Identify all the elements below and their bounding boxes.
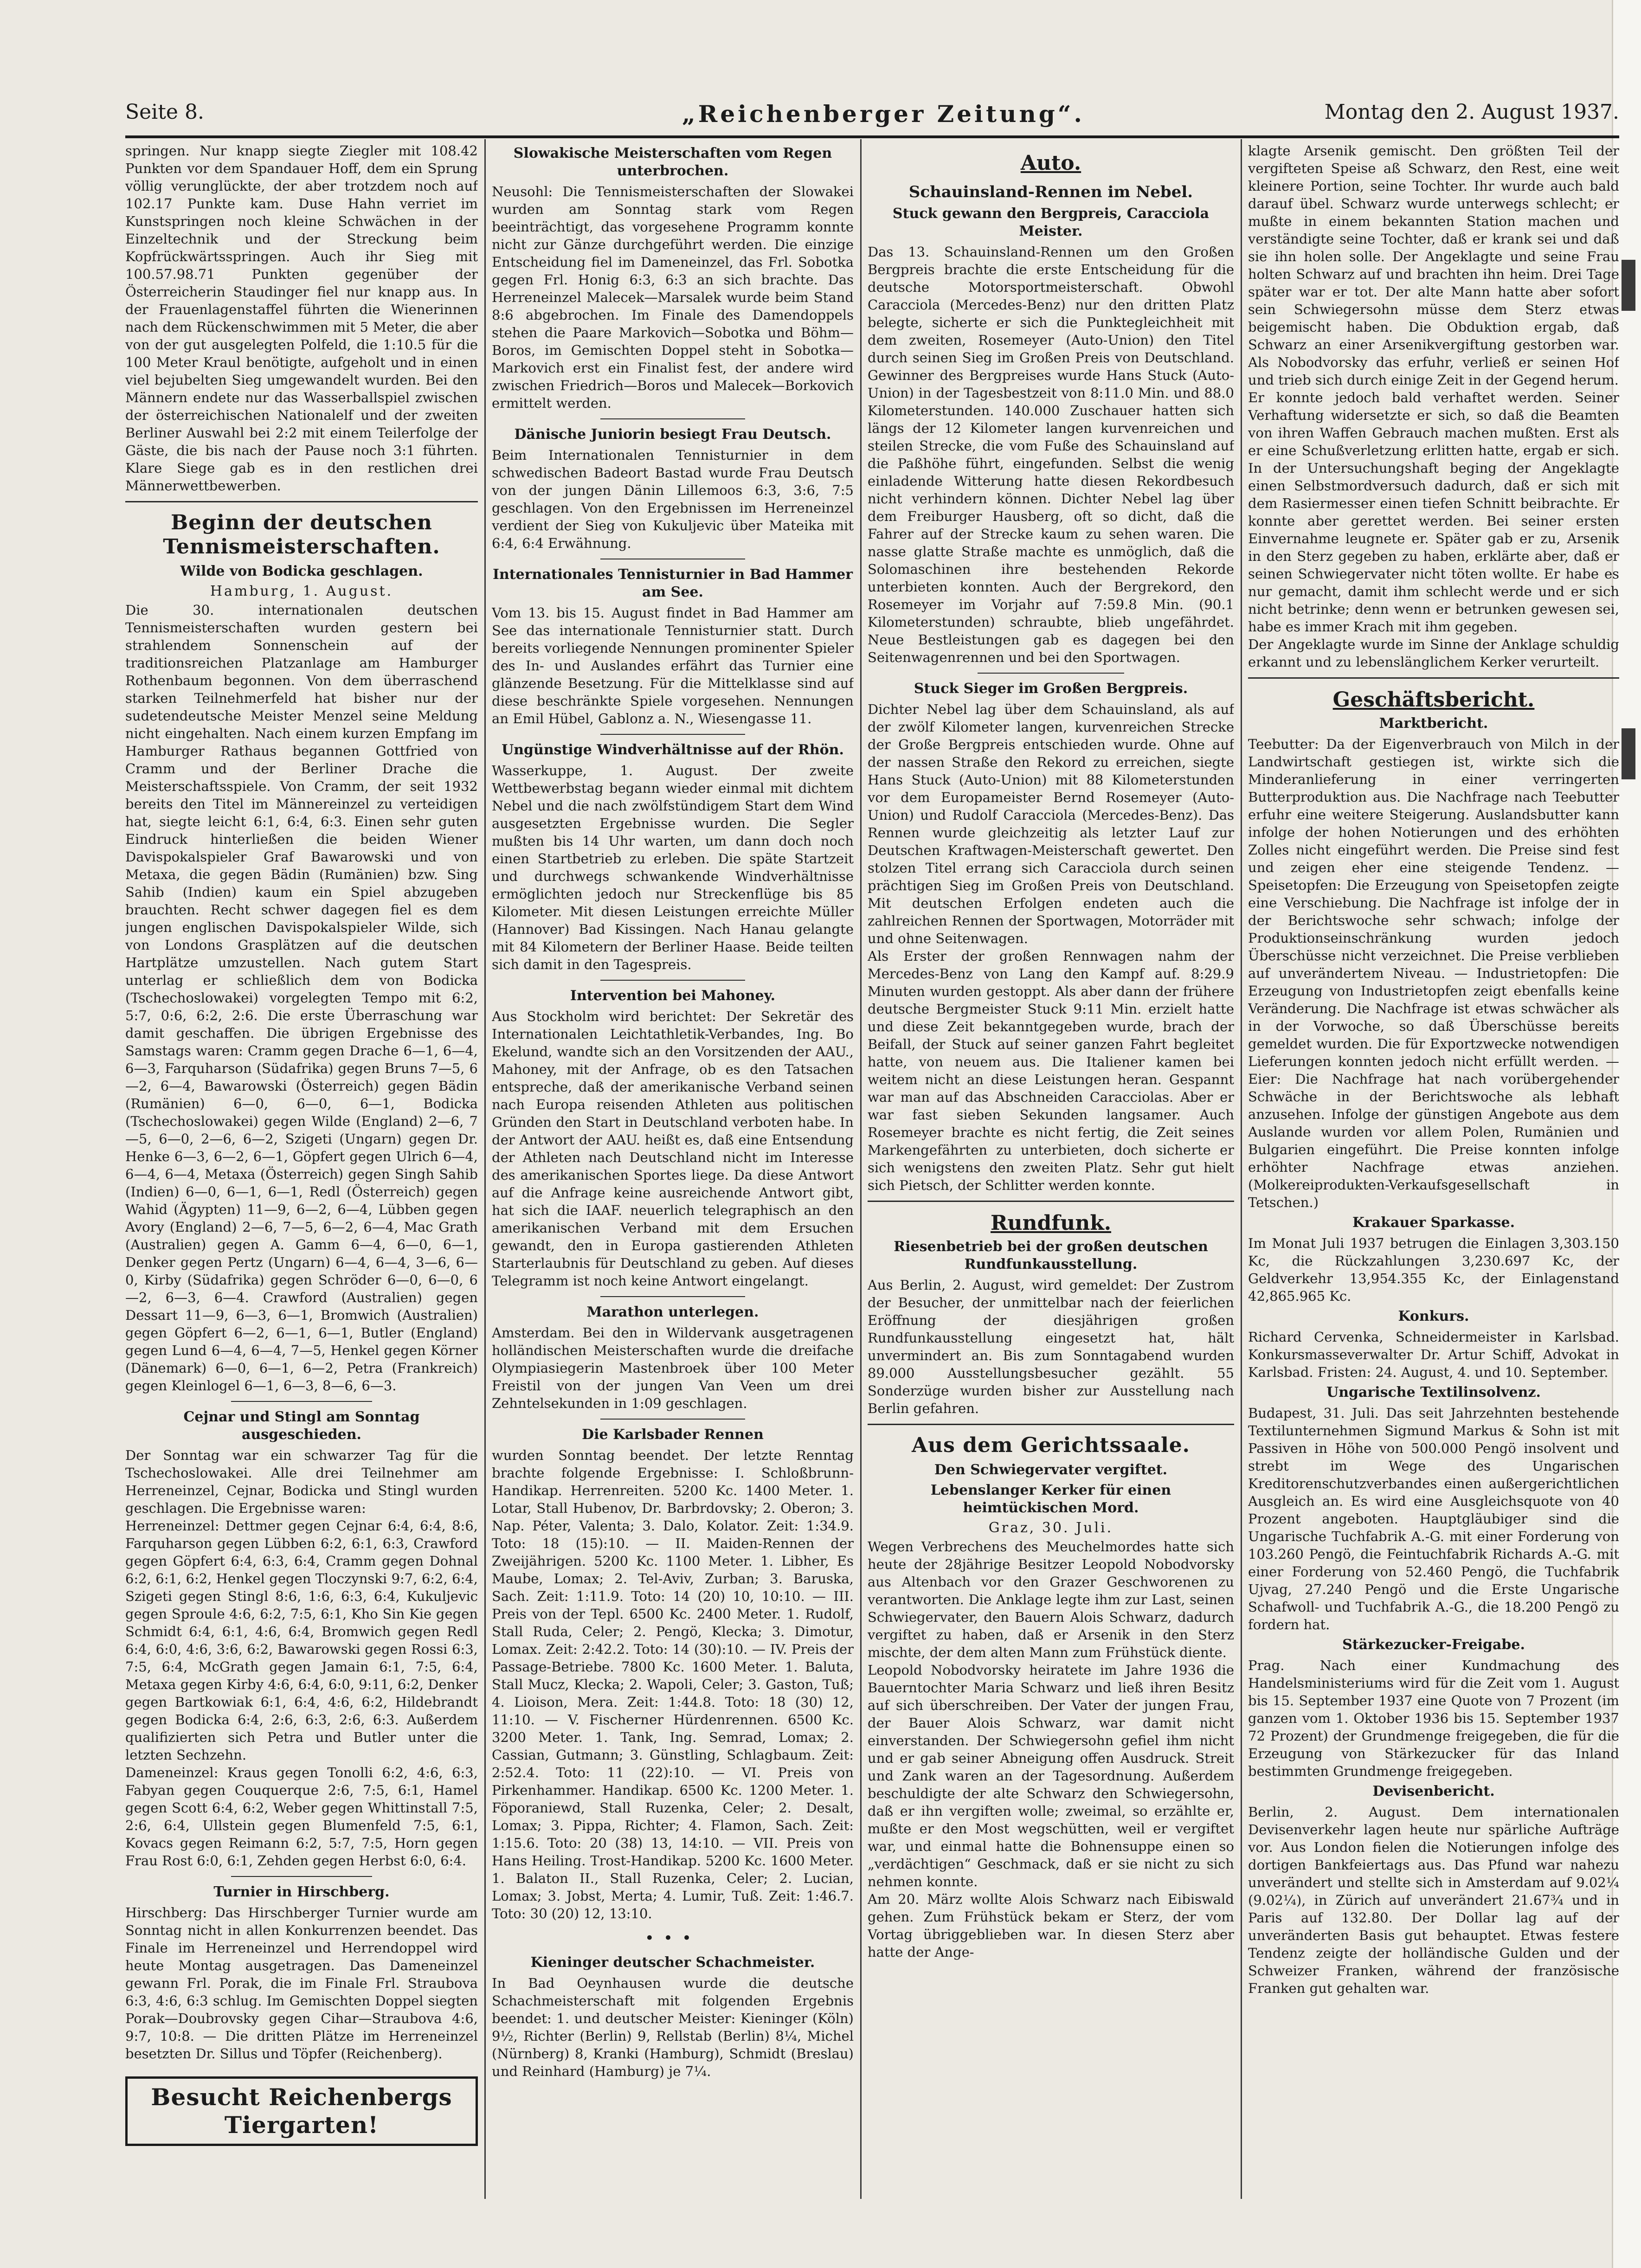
devisen-article-text: Berlin, 2. August. Dem internationalen Devisenverkehr lagen heute nur spärliche Aufträge vor. Aus London fielen die Notierungen infolge des dortigen Bankfeiertags aus. Das Pfund war nahezu unverändert und stellte sich in Amsterdam auf 9.02¼ (9.02¼), in Zürich auf unverändert 21.67¾ und in Paris auf 132.80. Der Dollar lag auf der unveränderten Basis gut behauptet. Etwas festere Tendenz zeigte der holländische Gulden und der Schweizer Franken, während der französische Franken gut gehalten war. (1248, 1804, 1619, 1996)
header-rule (125, 135, 1619, 138)
marathon-article-text: Amsterdam. Bei den in Wildervank ausgetragenen holländischen Meisterschaften wurde die dreifache Olympiasiegerin Mastenbroek über 100 Meter Freistil von der jungen Van Veen um drei Zehntelsekunden in 1:09 geschlagen. (492, 1325, 854, 1411)
short-rule (600, 1296, 745, 1297)
section-rule (868, 1201, 1234, 1202)
rundfunk-section-heading: Rundfunk. (990, 1211, 1112, 1235)
tennis-article-text: Die 30. internationalen deutschen Tennismeisterschaften wurden gestern bei strahlendem Sonnenschein auf der traditionsreichen Platzanlage am Hamburger Rothenbaum begonnen. Von dem überraschend starken Teilnehmerfeld hat bisher nur der sudetendeutsche Meister Menzel seine Meldung nicht eingehalten. Nach einem kurzen Empfang im Hamburger Rathaus begannen Gottfried von Cramm und der Berliner Drache die Meisterschaftsspiele. Von Cramm, der seit 1932 bereits den Titel im Männereinzel zu verteidigen hat, siegte leicht 6:1, 6:4, 6:3. Einen sehr guten Eindruck hinterließen die beiden Wiener Davispokalspieler Graf Bawarowski und von Metaxa, die gegen Bädin (Rumänien) bzw. Sing Sahib (Indien) kaum ein Spiel abzugeben brauchten. Recht schwer dagegen fiel es dem jungen englischen Davispokalspieler Wilde, sich von Londons Grasplätzen auf die deutschen Hartplätze umzustellen. Nach gutem Start unterlag er schließlich dem von Bodicka (Tschechoslowakei) vorgelegten Tempo mit 6:2, 5:7, 0:6, 6:2, 2:6. Die erste Überraschung war damit geschaffen. Die übrigen Ergebnisse des Samstags waren: Cramm gegen Drache 6—1, 6—4, 6—3, Farquharson (Südafrika) gegen Bruns 7—5, 6—2, 6—4, Bawarowski (Österreich) gegen Bädin (Rumänien) 6—0, 6—0, 6—1, Bodicka (Tschechoslowakei) gegen Wilde (England) 2—6, 7—5, 6—0, 2—6, 6—2, Szigeti (Ungarn) gegen Dr. Henke 6—3, 6—2, 6—1, Göpfert gegen Ulrich 6—4, 6—4, 6—4, Metaxa (Österreich) gegen Singh Sahib (Indien) 6—0, 6—1, 6—1, Redl (Österreich) gegen Wahid (Ägypten) 11—9, 6—2, 6—4, Lübben gegen Avory (England) 2—6, 7—5, 6—2, 6—4, Mac Grath (Australien) gegen A. Gamm 6—4, 6—0, 6—1, Denker gegen Pertz (Ungarn) 6—4, 6—4, 3—6, 6—0, Kirby (Südafrika) gegen Schröder 6—0, 6—0, 6—2, 6—3, 6—4. Crawford (Australien) gegen Dessart 11—9, 6—3, 6—1, Bromwich (Australien) gegen Göpfert 6—2, 6—1, 6—1, Butler (England) gegen Lund 6—4, 6—4, 7—5, Henkel gegen Körner (Dänemark) 6—0, 6—1, 6—2, Petra (Frankreich) gegen Kleinlogel 6—1, 6—3, 8—6, 6—3. (125, 602, 478, 1394)
court-subheadline-2: Lebenslanger Kerker für einen heimtückischen Mord. (930, 1482, 1171, 1516)
chess-article-text: In Bad Oeynhausen wurde die deutsche Schachmeisterschaft mit folgenden Ergebnis beendet: 1. und deutscher Meister: Kieninger (Köln) 9½, Richter (Berlin) 9, Rellstab (Berlin) 8¼, Michel (Nürnberg) 8, Kranki (Hamburg), Schmidt (Breslau) und Reinhard (Hamburg) je 7¼. (492, 1975, 854, 2079)
bad-hammer-headline: Internationales Tennisturnier in Bad Hammer am See. (492, 566, 853, 600)
rhoen-article-text: Wasserkuppe, 1. August. Der zweite Wettbewerbstag begann wieder einmal mit dichtem Nebel und die nach zwölfstündigem Start dem Wind ausgesetzten Ergebnisse wurden. Die Segler mußten bis 14 Uhr warten, um dann doch noch einen Startbetrieb zu erleben. Die späte Startzeit und durchwegs schwankende Windverhältnisse ermöglichten jedoch nur Streckenflüge bis 85 Kilometer. Mit diesen Leistungen erreichte Müller (Hannover) Bad Kissingen. Nach Hanau gelangte mit 84 Kilometern der Berliner Haase. Beide teilten sich damit in den Tagespreis. (492, 763, 854, 972)
hirschberg-article-text: Hirschberg: Das Hirschberger Turnier wurde am Sonntag nicht in allen Konkurrenzen beendet. Das Finale im Herreneinzel und Herrendoppel wird heute Montag ausgetragen. Das Dameneinzel gewann Frl. Porak, die im Finale Frl. Straubova 6:3, 4:6, 6:3 schlug. Im Gemischten Doppel siegten Porak—Doubrovsky gegen Cihar—Straubova 4:6, 9:7, 10:8. — Die dritten Plätze im Herreneinzel besetzten Dr. Sillus und Töpfer (Reichenberg). (125, 1905, 478, 2062)
column-divider (860, 139, 862, 2199)
page-header (125, 100, 1619, 133)
rundfunk-article-text: Aus Berlin, 2. August, wird gemeldet: Der Zustrom der Besucher, der unmittelbar nach der feierlichen Eröffnung der diesjährigen großen Rundfunkausstellung eingesetzt hat, hält unvermindert an. Bis zum Sonntagabend wurden 89.000 Ausstellungsbesucher gezählt. 55 Sonderzüge wurden bisher zur Ausstellung nach Berlin gefahren. (868, 1277, 1234, 1416)
court-dateline: Graz, 30. Juli. (988, 1520, 1113, 1536)
tennis-subheadline: Wilde von Bodicka geschlagen. (180, 563, 423, 579)
auto-section-heading: Auto. (1020, 151, 1081, 175)
business-section-heading: Geschäftsbericht. (1332, 688, 1535, 712)
schauinsland-article-text: Das 13. Schauinsland-Rennen um den Großen Bergpreis brachte die erste Entscheidung für die deutsche Motorsportmeisterschaft. Obwohl Caracciola (Mercedes-Benz) nur den dritten Platz belegte, sicherte er sich die Punktegleichheit mit dem zweiten, Rosemeyer (Auto-Union) den Titel durch seinen Sieg im Großen Preis von Deutschland. Gewinner des Bergpreises wurde Hans Stuck (Auto-Union) in der Tagesbestzeit von 8:11.0 Min. und 88.0 Kilometerstunden. 140.000 Zuschauer hatten sich längs der 12 Kilometer langen kurvenreichen und steilen Strecke, die vom Fuße des Schauinsland auf die Paßhöhe führt, eingefunden. Selbst die wenig einladende Witterung hatte diesen Rekordbesuch nicht verhindern können. Dichter Nebel lag über dem Freiburger Hausberg, oft so dicht, daß die Fahrer auf der Strecke kaum zu sehen waren. Die nasse glatte Straße machte es unmöglich, daß die Solomaschinen ihre bestehenden Rekorde unterbieten konnten. Auch der Bergrekord, den Rosemeyer im Vorjahr auf 7:59.8 Min. (90.1 Kilometerstunden) schraubte, blieb ungefährdet. Neue Bestleistungen gab es dagegen bei den Seitenwagenrennen und bei den Sportwagen. (868, 244, 1234, 665)
column-1 (125, 142, 478, 2202)
danish-article-text: Beim Internationalen Tennisturnier in dem schwedischen Badeort Bastad wurde Frau Deutsch von der jungen Dänin Lillemoos 6:3, 3:6, 7:5 geschlagen. Von den Ergebnissen im Herreneinzel verdient der Sieg von Kukuljevic über Mateika mit 6:4, 6:4 Erwähnung. (492, 447, 854, 551)
column-divider (1241, 139, 1242, 2199)
bad-hammer-article-text: Vom 13. bis 15. August findet in Bad Hammer am See das internationale Tennisturnier statt. Durch bereits vorliegende Nennungen prominenter Spieler des In- und Auslandes erfährt das Turnier eine glänzende Besetzung. Für die Mittelklasse sind auf diese beschränkte Spiele vorgesehen. Nennungen an Emil Hübel, Gablonz a. N., Wiesengasse 11. (492, 605, 854, 726)
short-rule (231, 1401, 372, 1402)
short-rule (978, 673, 1124, 674)
cejnar-headline: Cejnar und Stingl am Sonntag ausgeschieden. (183, 1409, 420, 1443)
schauinsland-headline: Schauinsland-Rennen im Nebel. (908, 183, 1193, 201)
marathon-headline: Marathon unterlegen. (586, 1304, 759, 1320)
short-rule (600, 734, 745, 735)
karlsbad-headline: Die Karlsbader Rennen (582, 1426, 764, 1443)
starch-headline: Stärkezucker-Freigabe. (1342, 1637, 1525, 1653)
slovak-article-text: Neusohl: Die Tennismeisterschaften der Slowakei wurden am Sonntag stark vom Regen beeinträchtigt, das vorgesehene Programm konnte nicht zur Gänze durchgeführt werden. Die einzige Entscheidung fiel im Dameneinzel, das Frl. Sobotka gegen Frl. Honig 6:3, 6:3 an sich brachte. Das Herreneinzel Malecek—Marsalek wurde beim Stand 8:6 abgebrochen. Im Finale des Damendoppels stehen die Paare Markovich—Sobotka und Böhm—Boros, im Gemischten Doppel steht in Sobotka—Markovich erst ein Finalist fest, der andere wird zwischen Friedrich—Boros und Malecek—Borkovich ermittelt werden. (492, 184, 854, 411)
page-number: Seite 8. (125, 100, 204, 124)
margin-mark (1622, 728, 1635, 779)
hungarian-article-text: Budapest, 31. Juli. Das seit Jahrzehnten bestehende Textilunternehmen Sigmund Markus & Sohn ist mit Passiven in Höhe von 500.000 Pengö insolvent und strebt im Wege des Ungarischen Kreditorenschutzverbandes einen außergerichtlichen Ausgleich an. Es wird eine Ausgleichsquote von 40 Prozent angeboten. Hauptgläubiger sind die Ungarische Tuchfabrik A.-G. mit einer Forderung von 103.260 Pengö, die Feintuchfabrik Richards A.-G. mit einer Forderung von 52.460 Pengö, die Tuchfabrik Ujvag, 27.240 Pengö und die Erste Ungarische Schafwoll- und Tuchfabrik A.-G., die 18.200 Pengö zu fordern hat. (1248, 1405, 1619, 1632)
column-divider (484, 139, 486, 2199)
short-rule (231, 1876, 372, 1877)
sparkasse-headline: Krakauer Sparkasse. (1352, 1214, 1515, 1231)
column-3 (868, 142, 1234, 2202)
issue-date: Montag den 2. August 1937. (1324, 100, 1619, 124)
market-headline: Marktbericht. (1379, 715, 1488, 732)
rhoen-headline: Ungünstige Windverhältnisse auf der Rhön. (502, 742, 844, 758)
section-rule (868, 1424, 1234, 1425)
sparkasse-article-text: Im Monat Juli 1937 betrugen die Einlagen 3,303.150 Kc, die Rückzahlungen 3,230.697 Kc, der Geldverkehr 13,954.355 Kc, der Einlagenstand 42,865.965 Kc. (1248, 1235, 1619, 1304)
column-2 (492, 142, 854, 2202)
margin-mark (1622, 260, 1635, 311)
court-section-heading: Aus dem Gerichtssaale. (911, 1433, 1190, 1457)
karlsbad-article-text: wurden Sonntag beendet. Der letzte Renntag brachte folgende Ergebnisse: I. Schloßbrunn-Handikap. Herrenreiten. 5200 Kc. 1400 Meter. 1. Lotar, Stall Hubenov, Dr. Barbrdovsky; 2. Oberon; 3. Nap. Péter, Valenta; 3. Dalo, Kolator. Zeit: 1:34.9. Toto: 18 (15):10. — II. Maiden-Rennen der Zweijährigen. 5200 Kc. 1100 Meter. 1. Libher, Es Maube, Lomax; 2. Tel-Aviv, Zurban; 3. Baruska, Sach. Zeit: 1:11.9. Toto: 14 (20) 10, 10:10. — III. Preis von der Tepl. 6500 Kc. 2400 Meter. 1. Rudolf, Stall Ruda, Celer; 2. Pengö, Klecka; 3. Dimotur, Lomax. Zeit: 2:42.2. Toto: 14 (30):10. — IV. Preis der Passage-Betriebe. 7800 Kc. 1600 Meter. 1. Baluta, Stall Mucz, Klecka; 2. Wapoli, Celer; 3. Gaston, Tuß; 4. Lioison, Mera. Zeit: 1:44.8. Toto: 18 (30) 12, 11:10. — V. Fischerner Hürdenrennen. 6500 Kc. 3200 Meter. 1. Tank, Ing. Semrad, Lomax; 2. Cassian, Gutmann; 3. Günstling, Schlagbaum. Zeit: 2:52.4. Toto: 11 (22):10. — VI. Preis von Pirkenhammer. Handikap. 6500 Kc. 1200 Meter. 1. Föporaniewd, Stall Ruzenka, Celer; 2. Desalt, Lomax; 3. Pippa, Richter; 4. Flamon, Sach. Zeit: 1:15.6. Toto: 20 (38) 13, 14:10. — VII. Preis von Hans Heiling. Trost-Handikap. 5200 Kc. 1600 Meter. 1. Balaton II., Stall Ruzenka, Celer; 2. Lucian, Lomax; 3. Jobst, Merta; 4. Lumir, Tuß. Zeit: 1:46.7. Toto: 30 (20) 12, 13:10. (492, 1447, 854, 1921)
column-4 (1248, 142, 1619, 2202)
rundfunk-subheadline: Riesenbetrieb bei der großen deutschen Rundfunkausstellung. (894, 1239, 1208, 1272)
tennis-dateline: Hamburg, 1. August. (210, 583, 393, 599)
short-rule (600, 980, 745, 981)
short-rule (600, 1419, 745, 1420)
cejnar-article-text: Der Sonntag war ein schwarzer Tag für die Tschechoslowakei. Alle drei Teilnehmer am Herreneinzel, Cejnar, Bodicka und Stingl wurden geschlagen. Die Ergebnisse waren: Herreneinzel: Dettmer gegen Cejnar 6:4, 6:4, 8:6, Farquharson gegen Lübben 6:2, 6:1, 6:3, Crawford gegen Göpfert 6:4, 6:3, 6:4, Cramm gegen Dohnal 6:2, 6:1, 6:2, Henkel gegen Tloczynski 9:7, 6:2, 6:4, Szigeti gegen Stingl 8:6, 1:6, 6:3, 6:4, Kukuljevic gegen Sproule 4:6, 6:2, 7:5, 6:1, Kho Sin Kie gegen Schmidt 6:4, 6:1, 4:6, 6:4, Bromwich gegen Redl 6:4, 6:0, 4:6, 3:6, 6:2, Bawarowski gegen Rossi 6:3, 7:5, 6:4, McGrath gegen Jamain 6:1, 7:5, 6:4, Metaxa gegen Kirby 4:6, 6:4, 6:0, 9:11, 6:2, Denker gegen Bartkowiak 6:1, 6:4, 4:6, 6:2, Hildebrandt gegen Bodicka 6:4, 2:6, 6:3, 2:6, 6:3. Außerdem qualifizierten sich Petra und Butler unter die letzten Sechzehn. Dameneinzel: Kraus gegen Tonolli 6:2, 4:6, 6:3, Fabyan gegen Couquerque 2:6, 7:5, 6:1, Hamel gegen Scott 6:4, 6:2, Weber gegen Whittinstall 7:5, 2:6, 6:4, Ullstein gegen Blumenfeld 7:5, 6:1, Kovacs gegen Reimann 6:2, 5:7, 7:5, Horn gegen Frau Rost 6:0, 6:1, Zehden gegen Herbst 6:0, 6:4. (125, 1447, 478, 1869)
starch-article-text: Prag. Nach einer Kundmachung des Handelsministeriums wird für die Zeit vom 1. August bis 15. September 1937 eine Quote von 7 Prozent (im ganzen vom 1. Oktober 1936 bis 15. September 1937 72 Prozent) der Grundmenge freigegeben, die für die Erzeugung von Stärkezucker für das Inland bestimmten Grundmenge freigegeben. (1248, 1658, 1619, 1779)
section-rule (125, 501, 478, 502)
chess-headline: Kieninger deutscher Schachmeister. (530, 1954, 815, 1971)
market-article-text: Teebutter: Da der Eigenverbrauch von Milch in der Landwirtschaft gestiegen ist, wirkte sich die Minderanlieferung in einer verringerten Butterproduktion aus. Die Nachfrage nach Teebutter erfuhr eine weitere Steigerung. Auslandsbutter kann infolge der hohen Notierungen und des erhöhten Zolles nicht eingeführt werden. Die Preise sind fest und zeigen eher eine steigende Tendenz. — Speisetopfen: Die Erzeugung von Speisetopfen zeigte eine Verschiebung. Die Nachfrage ist infolge der in der Berichtswoche sehr schwach; infolge der Produktionseinschränkung wurden jedoch Überschüsse nicht verzeichnet. Die Preise verblieben auf unverändertem Niveau. — Industrietopfen: Die Erzeugung von Industrietopfen zeigt ebenfalls keine Veränderung. Die Nachfrage ist etwas schwächer als in der Vorwoche, so daß Überschüsse bereits gemeldet wurden. Die für Exportzwecke notwendigen Lieferungen konnten jedoch nicht erfüllt werden. — Eier: Die Nachfrage hat nach vorübergehender Schwäche in der Berichtswoche als lebhaft anzusehen. Infolge der günstigen Angebote aus dem Auslande wurden vor allem Polen, Rumänien und Bulgarien eingeführt. Die Preise konnten infolge erhöhter Nachfrage etwas anziehen. (Molkereiprodukten-Verkaufsgesellschaft in Tetschen.) (1248, 736, 1619, 1210)
court-subheadline: Den Schwiegervater vergiftet. (934, 1462, 1168, 1478)
konkurs-headline: Konkurs. (1398, 1308, 1469, 1324)
newspaper-title: „Reichenberger Zeitung“. (682, 100, 1085, 128)
court-article-text: Wegen Verbrechens des Meuchelmordes hatte sich heute der 28jährige Besitzer Leopold Nobodvorsky aus Altenbach vor den Grazer Geschworenen zu verantworten. Die Anklage legte ihm zur Last, seinen Schwiegervater, den Bauern Alois Schwarz, dadurch vergiftet zu haben, daß er Arsenik in den Sterz mischte, der dem alten Mann zum Frühstück diente. Leopold Nobodvorsky heiratete im Jahre 1936 die Bauerntochter Maria Schwarz und ließ ihren Besitz auf sich überschreiben. Der Vater der jungen Frau, der Bauer Alois Schwarz, war damit nicht einverstanden. Der Schwiegersohn gefiel ihm nicht und er gab seiner Abneigung offen Ausdruck. Streit und Zank waren an der Tagesordnung. Außerdem beschuldigte der alte Schwarz den Schwiegersohn, daß er ihn vergiften wolle; zweimal, so erzählte er, mußte er den Most wegschütten, weil er vergiftet war, und einmal hatte die Bohnensuppe einen so „verdächtigen“ Geschmack, daß er sie nicht zu sich nehmen konnte. Am 20. März wollte Alois Schwarz nach Eibiswald gehen. Zum Frühstück bekam er Sterz, der vom Vortag übriggeblieben war. In diesen Sterz aber hatte der Ange- (868, 1539, 1234, 1960)
section-rule (1248, 677, 1619, 679)
slovak-headline: Slowakische Meisterschaften vom Regen unterbrochen. (513, 145, 832, 179)
tennis-headline: Beginn der deutschen Tennismeisterschaften. (163, 511, 440, 559)
hungarian-headline: Ungarische Textilinsolvenz. (1326, 1384, 1541, 1401)
konkurs-article-text: Richard Cervenka, Schneidermeister in Karlsbad. Konkursmasseverwalter Dr. Artur Schiff, Advokat in Karlsbad. Fristen: 24. August, 4. und 10. September. (1248, 1329, 1619, 1380)
separator-dots: ••• (644, 1929, 701, 1947)
short-rule (600, 418, 745, 419)
margin-strip (1622, 260, 1640, 1744)
devisen-headline: Devisenbericht. (1372, 1783, 1495, 1799)
tiergarten-advertisement: Besucht Reichenbergs Tiergarten! (125, 2076, 478, 2146)
mahoney-headline: Intervention bei Mahoney. (570, 988, 776, 1004)
stuck-article-text: Dichter Nebel lag über dem Schauinsland, als auf der zwölf Kilometer langen, kurvenreichen Strecke der Große Bergpreis entschieden wurde. Ohne auf der nassen Straße den Rekord zu erreichen, siegte Hans Stuck (Auto-Union) mit 88 Kilometerstunden vor dem Europameister Bernd Rosemeyer (Auto-Union) und Rudolf Caracciola (Mercedes-Benz). Das Rennen wurde gleichzeitig als letzter Lauf zur Deutschen Kraftwagen-Meisterschaft gewertet. Den stolzen Titel errang sich Caracciola durch seinen prächtigen Sieg im Großen Preis von Deutschland. Mit deutschen Erfolgen endeten auch die zahlreichen Rennen der Sportwagen, Motorräder mit und ohne Seitenwagen. Als Erster der großen Rennwagen nahm der Mercedes-Benz von Lang den Kampf auf. 8:29.9 Minuten wurden gestoppt. Als aber dann der frühere deutsche Bergmeister Stuck 9:11 Min. erzielt hatte und diese Zeit bekanntgegeben wurde, brach der Beifall, der Stuck auf seiner ganzen Fahrt begleitet hatte, von neuem aus. Die Italiener kamen bei weitem nicht an diese Leistungen heran. Gespannt war man auf das Abschneiden Caracciolas. Aber er war fast sieben Sekunden langsamer. Auch Rosemeyer brachte es nicht fertig, die Zeit seines Markengefährten zu unterbieten, doch sicherte er sich wenigstens den zweiten Platz. Sehr gut hielt sich Pietsch, der Schlitter werden konnte. (868, 701, 1234, 1193)
danish-headline: Dänische Juniorin besiegt Frau Deutsch. (514, 426, 831, 443)
stuck-headline: Stuck Sieger im Großen Bergpreis. (914, 681, 1188, 697)
schauinsland-subheadline: Stuck gewann den Bergpreis, Caracciola Meister. (892, 206, 1210, 239)
court-article-continuation: klagte Arsenik gemischt. Den größten Teil der vergifteten Speise aß Schwarz, den Rest, eine weit kleinere Portion, seine Tochter. Ihr wurde auch bald darauf übel. Schwarz wurde unterwegs schlecht; er mußte in einem bekannten Station machen und verständigte seine Tochter, daß er krank sei und daß sie ihn holen solle. Der Angeklagte und seine Frau holten Schwarz auf und brachten ihn heim. Drei Tage später war er tot. Der alte Mann hatte aber sofort sein Schwiegersohn müsse dem Sterz etwas beigemischt haben. Die Obduktion ergab, daß Schwarz an einer Arsenikvergiftung gestorben war. Als Nobodvorsky das erfuhr, verließ er seinen Hof und trieb sich durch einige Zeit in der Gegend herum. Er konnte jedoch bald verhaftet werden. Seiner Verhaftung widersetzte er sich, so daß die Beamten von ihren Waffen Gebrauch machen mußten. Erst als er eine Schußverletzung erlitten hatte, ergab er sich. In der Untersuchungshaft beging der Angeklagte einen Selbstmordversuch dadurch, daß er sich mit dem Rasiermesser einen tiefen Schnitt beibrachte. Er konnte aber gerettet werden. Bei seiner ersten Einvernahme leugnete er. Später gab er zu, Arsenik in den Sterz gegeben zu haben, erklärte aber, daß er seinen Schwiegervater nicht töten wollte. Er habe es nur gemacht, damit ihm schlecht werde und er sich nicht betrinke; denn wenn er betrunken gewesen sei, habe es immer Krach mit ihm gegeben. Der Angeklagte wurde im Sinne der Anklage schuldig erkannt und zu lebenslänglichem Kerker verurteilt. (1248, 143, 1619, 670)
hirschberg-headline: Turnier in Hirschberg. (213, 1884, 390, 1900)
mahoney-article-text: Aus Stockholm wird berichtet: Der Sekretär des Internationalen Leichtathletik-Verbandes, Ing. Bo Ekelund, wandte sich an den Vorsitzenden der AAU., Mahoney, mit der Anfrage, ob es den Tatsachen entspreche, daß der amerikanische Verband seinen nach Europa reisenden Athleten aus politischen Gründen den Start in Deutschland verboten habe. In der Antwort der AAU. heißt es, daß eine Entsendung der Athleten nach Deutschland nicht im Interesse des amerikanischen Sportes liege. Da diese Antwort auf die Anfrage keine ausreichende Antwort gibt, hat sich die IAAF. neuerlich telegraphisch an den amerikanischen Verband mit dem Ersuchen gewandt, den in Europa gastierenden Athleten Starterlaubnis für Deutschland zu geben. Auf dieses Telegramm ist noch keine Antwort eingelangt. (492, 1009, 854, 1289)
swimming-article-text: springen. Nur knapp siegte Ziegler mit 108.42 Punkten vor dem Spandauer Hoff, dem ein Sprung völlig verunglückte, der aber trotzdem noch auf 102.17 Punkte kam. Duse Hahn verriet im Kunstspringen noch kleine Schwächen in der Einzeltechnik und der Streckung beim Kopfrückwärtsspringen. Auch ihr Sieg mit 100.57.98.71 Punkten gegenüber der Österreicherin Staudinger fiel nur knapp aus. In der Frauenlagenstaffel führten die Wienerinnen nach dem Rückenschwimmen mit 5 Meter, die aber von der gut ausgelegten Polfeld, die 1:10.5 für die 100 Meter Kraul benötigte, aufgeholt und in einen viel bejubelten Sieg umgewandelt wurden. Bei den Männern endete nur das Wasserballspiel zwischen der österreichischen Nationalelf und der zweiten Berliner Auswahl bei 2:2 mit einem Teilerfolge der Gäste, die bis nach der Pause noch 3:1 führten. Klare Siege gab es in den restlichen drei Männerwettbewerben. (125, 143, 478, 494)
